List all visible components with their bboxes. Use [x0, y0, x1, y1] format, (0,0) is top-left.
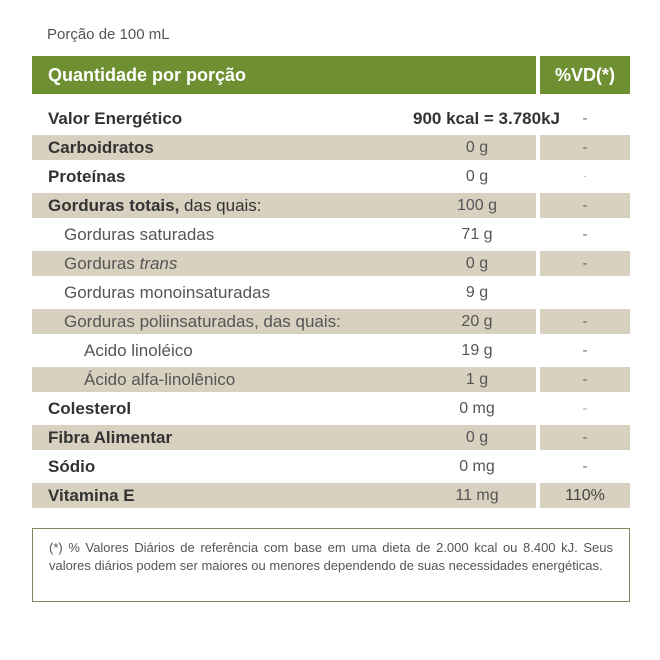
row-qty: 100 g — [456, 197, 498, 214]
header-quantity: Quantidade por porção — [32, 56, 536, 94]
row-name: Gorduras poliinsaturadas, das quais: — [64, 312, 341, 331]
table-row — [32, 220, 630, 249]
portion-label: Porção de 100 mL — [47, 26, 170, 43]
row-name: Gorduras monoinsaturadas — [64, 283, 271, 302]
row-vd: - — [582, 371, 588, 388]
row-name: Vitamina E — [48, 486, 135, 505]
row-qty: 71 g — [461, 226, 493, 243]
row-vd: - — [582, 255, 588, 272]
row-name-text: Gorduras — [64, 254, 140, 273]
row-qty: 0 g — [465, 429, 489, 446]
row-vd: - — [583, 171, 587, 181]
header-vd: %VD(*) — [540, 56, 630, 94]
row-name-suffix: das quais: — [179, 196, 262, 215]
nutrition-table — [32, 104, 630, 510]
table-header — [32, 56, 630, 94]
row-qty: 9 g — [465, 284, 489, 301]
row-name: Sódio — [48, 457, 96, 476]
row-qty: 900 kcal = 3.780kJ — [413, 109, 560, 128]
row-qty: 20 g — [461, 313, 493, 330]
row-name: Acido linoléico — [84, 341, 193, 360]
row-name-suffix: trans — [139, 254, 178, 273]
table-row — [32, 191, 630, 220]
table-row — [32, 452, 630, 481]
row-qty: 0 g — [465, 255, 489, 272]
table-row — [32, 336, 630, 365]
row-vd: - — [582, 342, 588, 359]
row-name: Carboidratos — [48, 138, 154, 157]
table-row — [32, 365, 630, 394]
row-qty: 0 mg — [459, 458, 495, 475]
table-row — [32, 162, 630, 191]
row-qty: 0 g — [465, 168, 489, 185]
row-name: Ácido alfa-linolênico — [84, 370, 236, 389]
row-qty: 0 g — [465, 139, 489, 156]
row-name — [48, 193, 262, 218]
row-name — [64, 251, 177, 276]
table-row — [32, 278, 630, 307]
row-qty: 11 mg — [455, 487, 499, 504]
row-name: Fibra Alimentar — [48, 428, 173, 447]
table-row — [32, 481, 630, 510]
row-vd: - — [582, 458, 588, 475]
table-row — [32, 104, 630, 133]
table-row — [32, 133, 630, 162]
row-name: Proteínas — [48, 167, 126, 186]
row-vd: - — [582, 313, 588, 330]
row-name-text: Gorduras totais, — [48, 196, 180, 215]
row-vd: - — [582, 429, 588, 446]
row-name: Colesterol — [48, 399, 132, 418]
table-row — [32, 307, 630, 336]
row-vd: 110% — [565, 487, 605, 504]
row-name: Valor Energético — [48, 109, 183, 128]
row-vd: - — [582, 110, 588, 127]
row-qty: 0 mg — [459, 400, 495, 417]
row-vd: - — [582, 139, 588, 156]
footnote: (*) % Valores Diários de referência com base em uma dieta de 2.000 kcal ou 8.400 kJ. Seus valores diários podem ser maiores ou menores dependendo de suas necessidades energéticas. — [32, 528, 630, 602]
row-vd: - — [582, 400, 588, 417]
row-name: Gorduras saturadas — [64, 225, 215, 244]
row-vd: - — [582, 226, 588, 243]
row-vd: - — [582, 197, 588, 214]
table-row — [32, 394, 630, 423]
table-row — [32, 249, 630, 278]
row-qty: 19 g — [461, 342, 493, 359]
table-row — [32, 423, 630, 452]
row-qty: 1 g — [465, 371, 489, 388]
